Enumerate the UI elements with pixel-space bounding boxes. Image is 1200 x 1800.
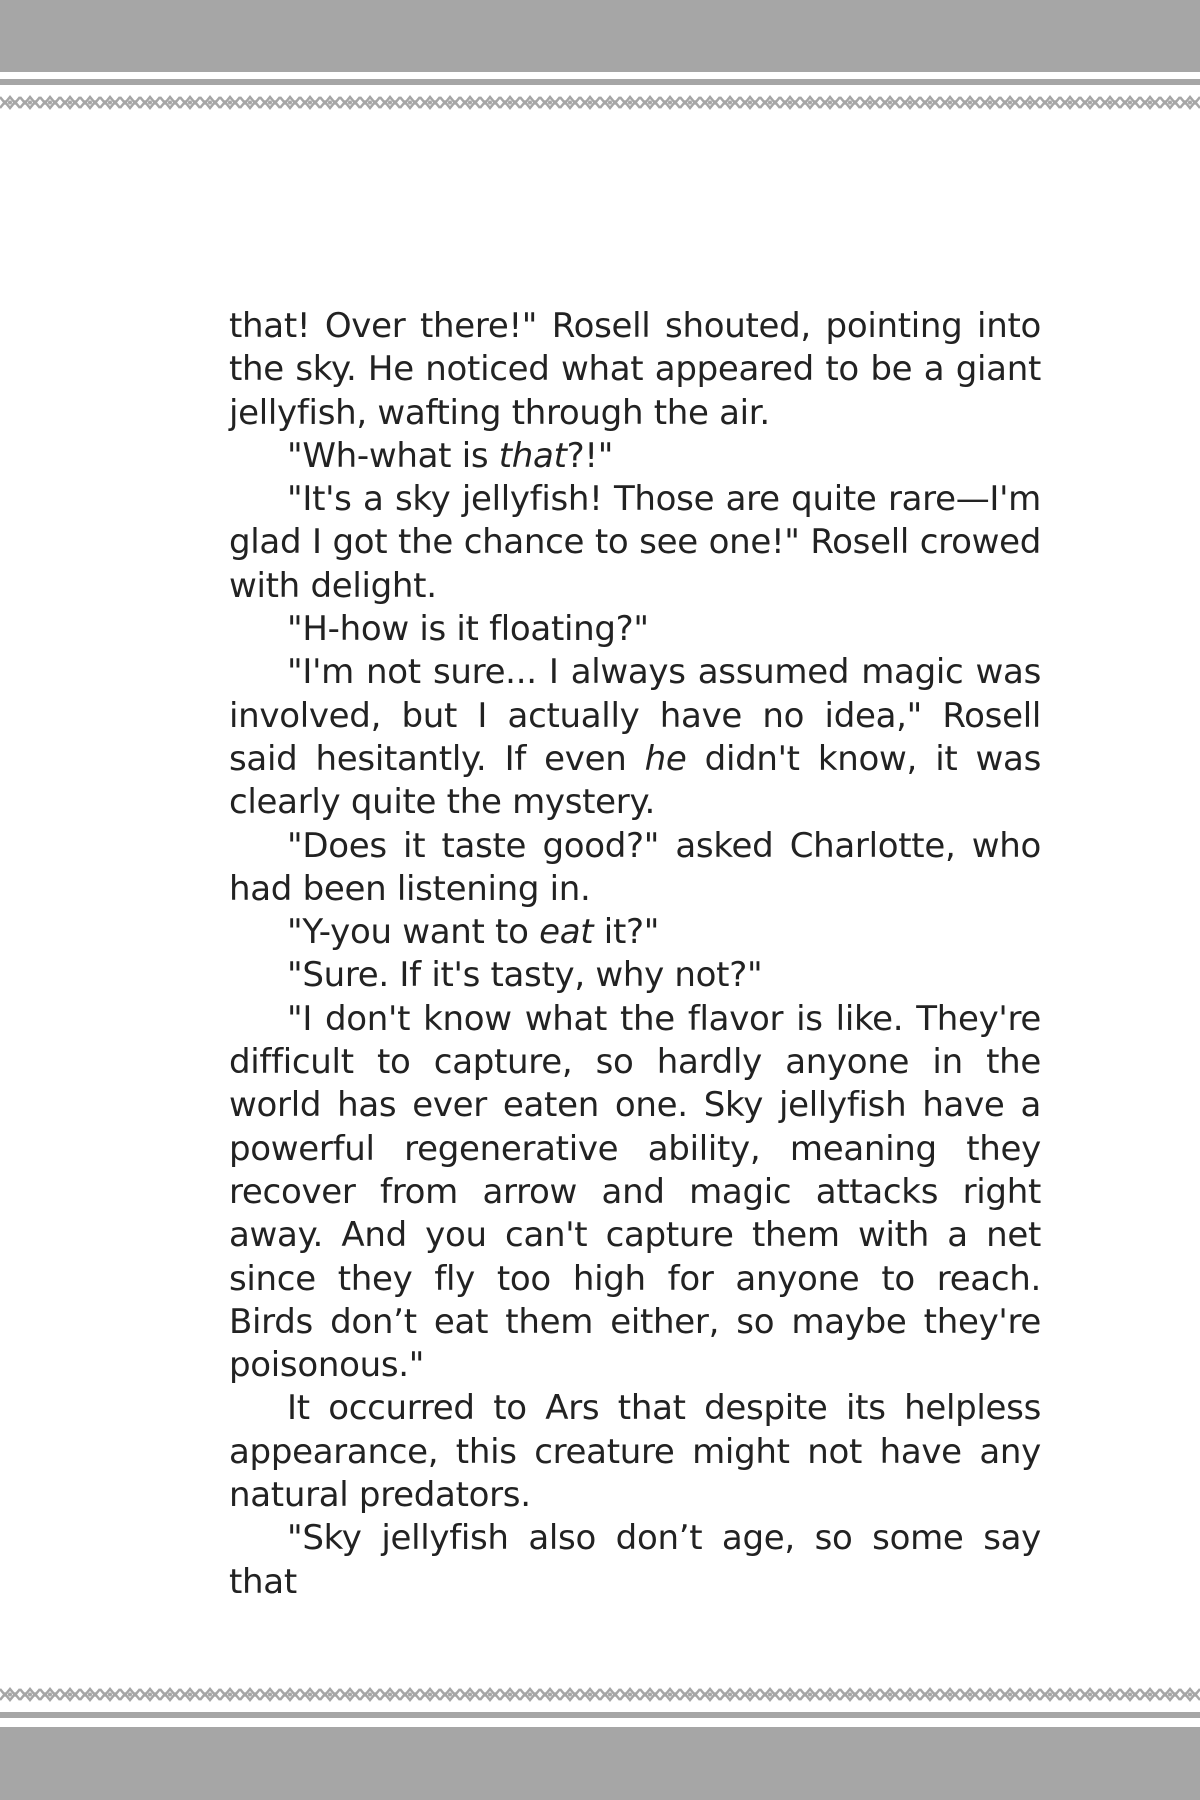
paragraph: "Sure. If it's tasty, why not?" xyxy=(287,955,763,996)
emphasis: that xyxy=(498,435,567,476)
top-gray-band xyxy=(0,0,1200,72)
page-body-text xyxy=(229,305,1041,1604)
bottom-gray-band xyxy=(0,1727,1200,1800)
emphasis: he xyxy=(644,738,687,779)
paragraph: It occurred to Ars that despite its helpless appearance, this creature might not have any natural predators. xyxy=(229,1388,1041,1516)
paragraph: "Wh-what is that?!" xyxy=(287,435,614,476)
bottom-border-rule xyxy=(0,1712,1200,1718)
top-ornamental-border xyxy=(0,92,1200,114)
paragraph: that! Over there!" Rosell shouted, pointing into the sky. He noticed what appeared to be a giant jellyfish, wafting through the air. xyxy=(229,306,1041,433)
paragraph: "Does it taste good?" asked Charlotte, who had been listening in. xyxy=(229,825,1041,909)
paragraph: "It's a sky jellyfish! Those are quite rare—I'm glad I got the chance to see one!" Rosell crowed with delight. xyxy=(229,479,1041,606)
bottom-ornamental-border xyxy=(0,1684,1200,1706)
paragraph: "I'm not sure... I always assumed magic was involved, but I actually have no idea," Rosell said hesitantly. If even he didn't know, it was clearly quite the mystery. xyxy=(229,652,1041,823)
paragraph: "Sky jellyfish also don’t age, so some say that xyxy=(229,1518,1041,1602)
paragraph: "H-how is it floating?" xyxy=(287,609,649,650)
top-border-rule xyxy=(0,79,1200,85)
paragraph: "I don't know what the flavor is like. They're difficult to capture, so hardly anyone in the world has ever eaten one. Sky jellyfish have a powerful regenerative ability, meaning they recover from arrow and magic attacks right away. And you can't capture them with a net since they fly too high for anyone to reach. Birds don’t eat them either, so maybe they're poisonous." xyxy=(229,998,1041,1386)
paragraph: "Y-you want to eat it?" xyxy=(287,912,660,953)
emphasis: eat xyxy=(539,912,594,953)
